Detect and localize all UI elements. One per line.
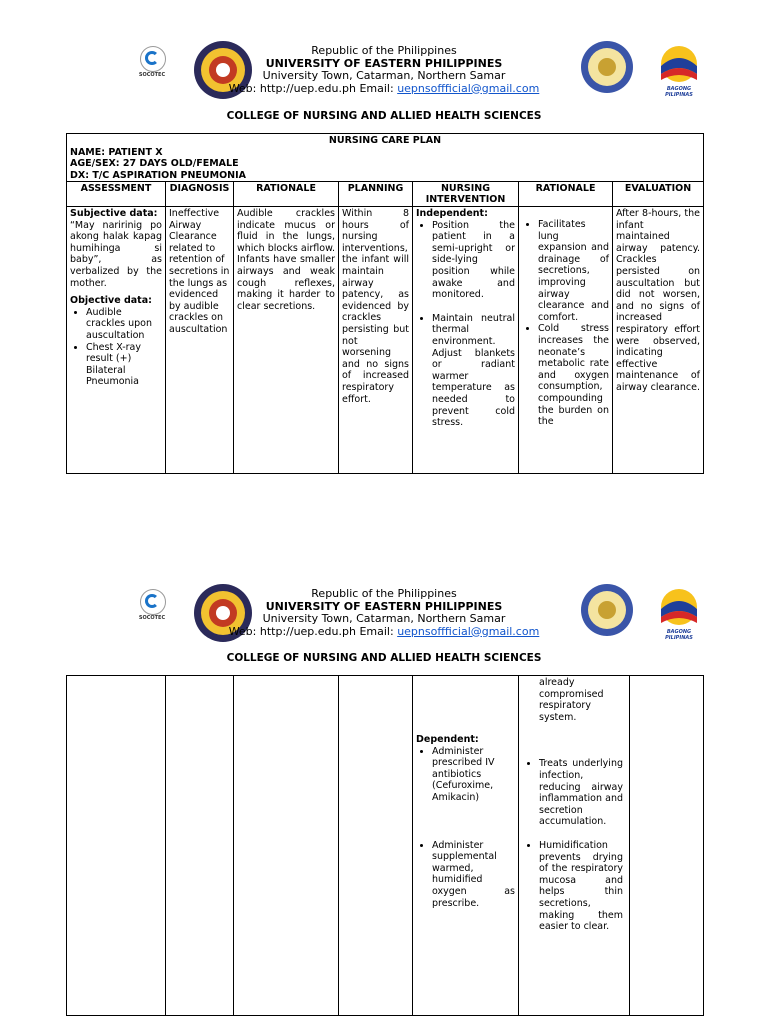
rationale-item: • Treats underlying infection, reducing airway inflammation and secretion accumulation.	[539, 758, 623, 828]
nursing-care-plan-table	[66, 133, 704, 474]
intervention-item: • Administer supplemental warmed, humidified oxygen as prescribe.	[432, 840, 515, 910]
plan-body-row-continued	[67, 676, 704, 1016]
intervention-item: • Position the patient in a semi-upright or side-lying position while awake and monitored.	[432, 220, 515, 301]
intervention-cell	[413, 207, 519, 474]
plan-body-row	[67, 207, 704, 474]
address-line: University Town, Catarman, Northern Samar	[262, 612, 506, 625]
address-line: University Town, Catarman, Northern Samar	[262, 69, 506, 82]
diagnosis-cell	[166, 207, 234, 474]
letterhead	[0, 45, 768, 95]
evaluation-cell	[630, 676, 704, 1016]
bagong-pilipinas-logo: BAGONG PILIPINAS	[653, 587, 705, 637]
col-nursing-intervention: NURSING INTERVENTION	[413, 182, 519, 207]
page-2	[0, 540, 768, 1024]
assessment-cell	[67, 676, 166, 1016]
plan-header-cell	[67, 134, 704, 182]
planning-cell	[339, 207, 413, 474]
patient-diagnosis: DX: T/C ASPIRATION PNEUMONIA	[70, 169, 247, 181]
rationale-2-cell	[519, 207, 613, 474]
objective-item: • Chest X-ray result (+) Bilateral Pneumonia	[86, 342, 162, 388]
column-header-row	[67, 182, 704, 207]
evaluation-text: After 8-hours, the infant maintained airway patency. Crackles persisted on auscultation but did not worsen, and no signs of increased respiratory effort were observed, indicating effective maintenance of airway clearance.	[616, 208, 701, 393]
socotec-logo: SOCOTEC	[134, 46, 170, 82]
socotec-logo: SOCOTEC	[134, 589, 170, 625]
subjective-label: Subjective data:	[70, 208, 158, 219]
letterhead	[0, 588, 768, 638]
independent-list	[416, 220, 515, 429]
rationale-item: • Facilitates lung expansion and drainage of secretions, improving airway clearance and comfort.	[538, 219, 609, 323]
objective-item: • Audible crackles upon auscultation	[86, 307, 162, 342]
rationale-item: • Humidification prevents drying of the respiratory mucosa and helps thin secretions, making them easier to clear.	[539, 840, 623, 933]
col-rationale: RATIONALE	[234, 182, 339, 207]
intervention-item: • Maintain neutral thermal environment. Adjust blankets or radiant warmer temperature as needed to prevent cold stress.	[432, 313, 515, 429]
rationale-continuation: already compromised respiratory system.	[539, 677, 604, 723]
email-link[interactable]: uepnsoffficial@gmail.com	[397, 81, 540, 95]
col-assessment: ASSESSMENT	[67, 182, 166, 207]
republic-line: Republic of the Philippines	[311, 587, 457, 600]
republic-line: Republic of the Philippines	[311, 44, 457, 57]
independent-label: Independent:	[416, 208, 488, 219]
nursing-care-plan-table-continued	[66, 675, 704, 1016]
rationale-2-list	[522, 219, 609, 428]
dependent-list	[416, 746, 515, 910]
contact-line: Web: http://uep.edu.ph Email: uepnsoffficial@gmail.com	[228, 624, 540, 638]
rationale-2-list	[523, 758, 623, 932]
email-link[interactable]: uepnsoffficial@gmail.com	[397, 624, 540, 638]
rationale-text: Audible crackles indicate mucus or fluid in the lungs, which blocks airflow. Infants have smaller airways and weak cough reflexes, making it harder to clear secretions.	[237, 208, 335, 312]
contact-line: Web: http://uep.edu.ph Email: uepnsoffficial@gmail.com	[228, 81, 540, 95]
plan-title: NURSING CARE PLAN	[328, 135, 442, 146]
objective-list	[70, 307, 162, 388]
planning-text: Within 8 hours of nursing interventions, the infant will maintain airway patency, as evidenced by crackles persisting but not worsening and no signs of increased respiratory effort.	[342, 208, 409, 405]
col-evaluation: EVALUATION	[613, 182, 704, 207]
intervention-cell	[413, 676, 519, 1016]
college-name: COLLEGE OF NURSING AND ALLIED HEALTH SCIENCES	[226, 110, 542, 122]
assessment-cell	[67, 207, 166, 474]
rationale-cell	[234, 207, 339, 474]
diagnosis-text: Ineffective Airway Clearance related to retention of secretions in the lungs as evidenced by audible crackles on auscultation	[169, 208, 230, 335]
patient-name: NAME: PATIENT X	[70, 146, 163, 158]
patient-age-sex: AGE/SEX: 27 DAYS OLD/FEMALE	[70, 158, 239, 169]
subjective-text: “May naririnig po akong halak kapag humihinga si baby”, as verbalized by the mother.	[70, 219, 162, 289]
university-name: UNIVERSITY OF EASTERN PHILIPPINES	[265, 599, 503, 613]
college-name: COLLEGE OF NURSING AND ALLIED HEALTH SCIENCES	[226, 652, 542, 664]
col-rationale-2: RATIONALE	[519, 182, 613, 207]
col-diagnosis: DIAGNOSIS	[166, 182, 234, 207]
rationale-cell	[234, 676, 339, 1016]
bagong-pilipinas-logo: BAGONG PILIPINAS	[653, 44, 705, 94]
dependent-label: Dependent:	[416, 734, 479, 745]
rationale-item: • Cold stress increases the neonate’s metabolic rate and oxygen consumption, compounding the burden on the	[538, 323, 609, 427]
col-planning: PLANNING	[339, 182, 413, 207]
objective-label: Objective data:	[70, 295, 152, 307]
intervention-item: • Administer prescribed IV antibiotics (Cefuroxime, Amikacin)	[432, 746, 515, 804]
evaluation-cell	[613, 207, 704, 474]
planning-cell	[339, 676, 413, 1016]
university-name: UNIVERSITY OF EASTERN PHILIPPINES	[265, 56, 503, 70]
diagnosis-cell	[166, 676, 234, 1016]
rationale-2-cell	[519, 676, 630, 1016]
